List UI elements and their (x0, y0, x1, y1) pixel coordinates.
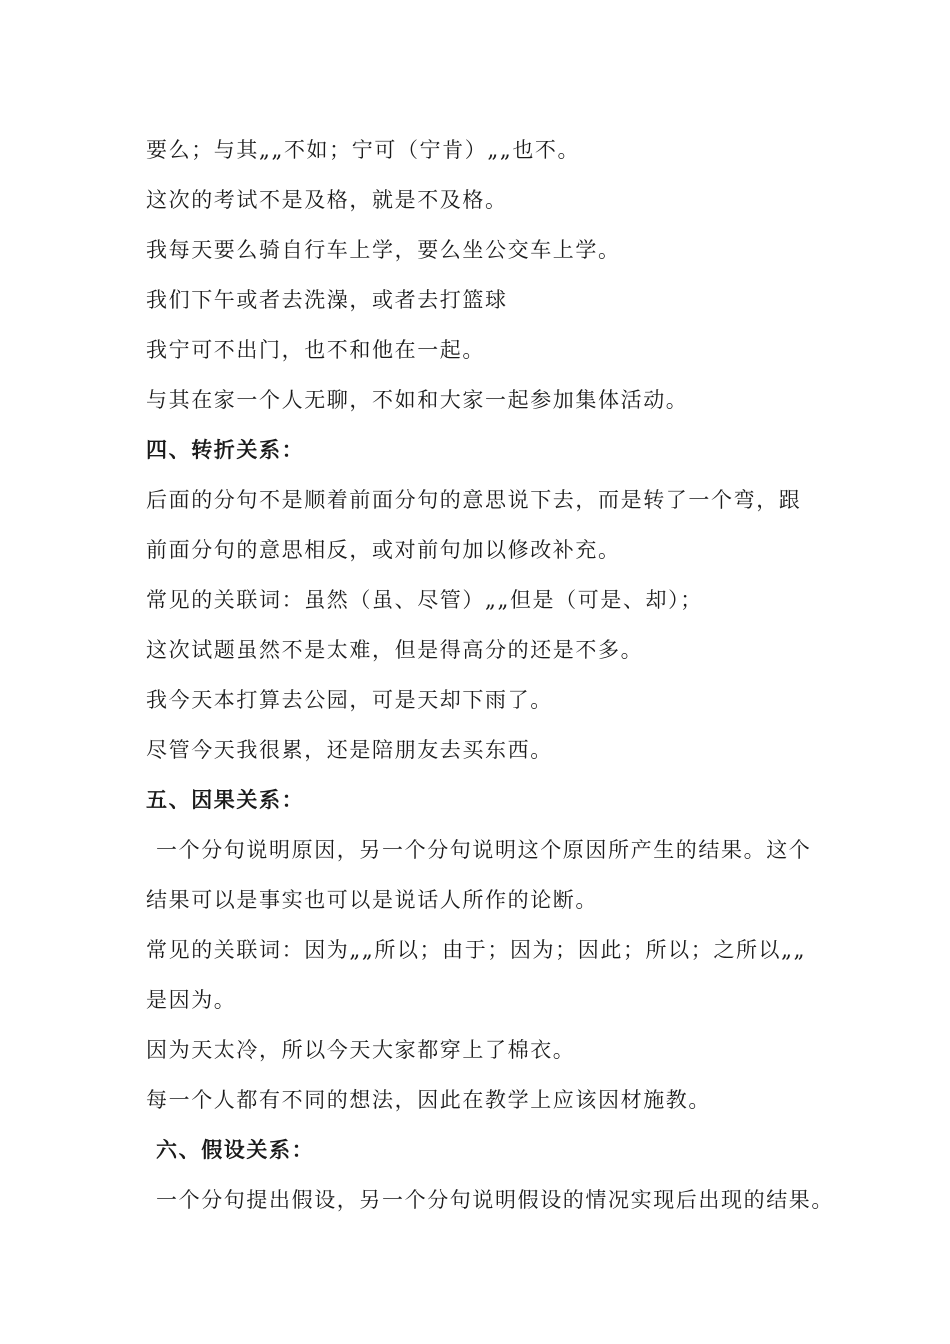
text-line-example: 每一个人都有不同的想法，因此在教学上应该因材施教。 (146, 1088, 711, 1112)
text-line-example: 因为天太冷，所以今天大家都穿上了棉衣。 (146, 1038, 576, 1062)
text-line-definition: 后面的分句不是顺着前面分句的意思说下去，而是转了一个弯，跟 (146, 488, 802, 512)
section-heading-adversative: 四、转折关系： (146, 437, 305, 462)
text-line-connectives-cont: 是因为。 (146, 988, 237, 1012)
text-line-example: 这次试题虽然不是太难，但是得高分的还是不多。 (146, 638, 644, 662)
text-line-definition: 前面分句的意思相反，或对前句加以修改补充。 (146, 538, 621, 562)
text-line-connectives: 常见的关联词：虽然（虽、尽管）„„但是（可是、却）； (146, 588, 703, 612)
text-line-connectives: 常见的关联词：因为„„所以；由于；因为；因此；所以；之所以„„ (146, 938, 807, 962)
text-line-example: 我每天要么骑自行车上学，要么坐公交车上学。 (146, 238, 621, 262)
text-line-example: 我今天本打算去公园，可是天却下雨了。 (146, 688, 553, 712)
section-heading-causal: 五、因果关系： (146, 787, 305, 812)
text-line-definition: 一个分句说明原因，另一个分句说明这个原因所产生的结果。这个 (156, 838, 812, 862)
text-line-example: 这次的考试不是及格，就是不及格。 (146, 188, 508, 212)
text-line-example: 与其在家一个人无聊，不如和大家一起参加集体活动。 (146, 388, 689, 412)
text-line-example: 我们下午或者去洗澡，或者去打篮球 (146, 288, 508, 312)
section-heading-hypothetical: 六、假设关系： (156, 1137, 315, 1162)
text-line-example: 尽管今天我很累，还是陪朋友去买东西。 (146, 738, 553, 762)
text-line-example: 我宁可不出门，也不和他在一起。 (146, 338, 485, 362)
text-line-definition: 一个分句提出假设，另一个分句说明假设的情况实现后出现的结果。 (156, 1188, 834, 1212)
text-line-alternative-connectives: 要么；与其„„不如；宁可（宁肯）„„也不。 (146, 138, 581, 162)
text-line-definition: 结果可以是事实也可以是说话人所作的论断。 (146, 888, 598, 912)
